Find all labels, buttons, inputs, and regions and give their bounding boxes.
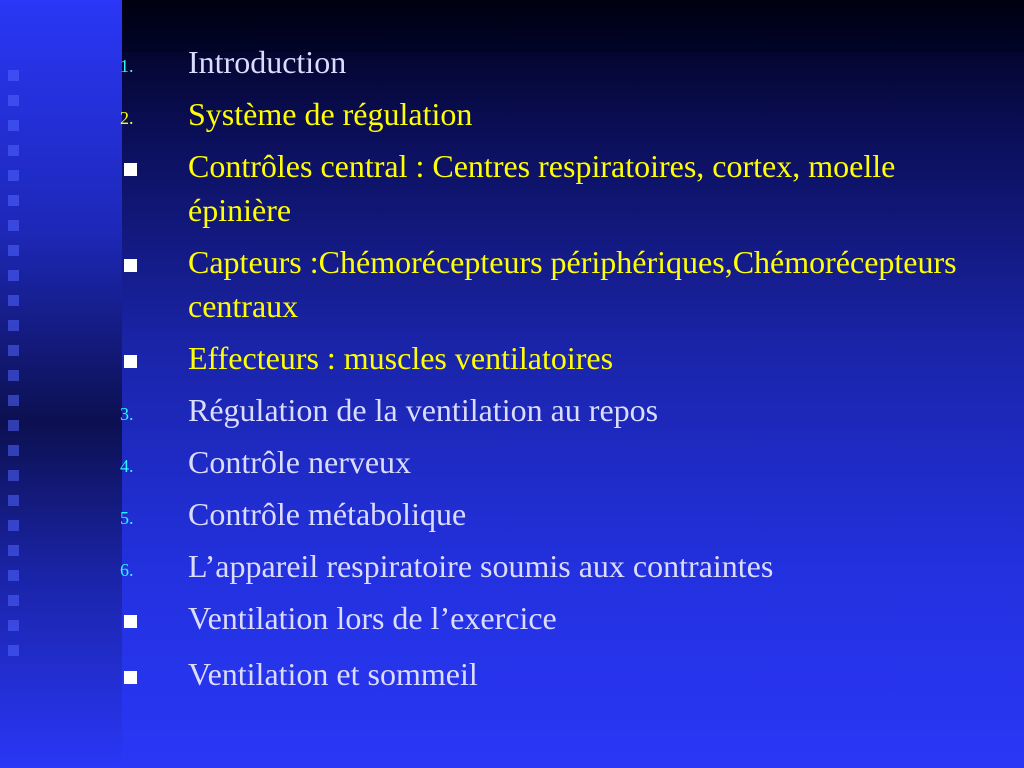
list-item-text: L’appareil respiratoire soumis aux contraintes (188, 548, 774, 584)
list-item (118, 652, 998, 696)
list-item-text: Ventilation lors de l’exercice (188, 600, 557, 636)
list-number: 6. (120, 560, 134, 580)
list-item (118, 388, 998, 432)
decorative-squares (8, 70, 28, 670)
square-bullet-icon (124, 259, 137, 272)
square-bullet-icon (124, 615, 137, 628)
list-item (118, 440, 998, 484)
list-item-text: Régulation de la ventilation au repos (188, 392, 659, 428)
list-item-text: Effecteurs : muscles ventilatoires (188, 340, 614, 376)
list-item-text: Contrôle nerveux (188, 444, 412, 480)
list-item-text: Contrôles central : Centres respiratoires, cortex, moelle épinière (188, 148, 896, 228)
left-decorative-band (0, 0, 122, 768)
list-item (118, 40, 998, 84)
list-item-text: Capteurs :Chémorécepteurs périphériques,Chémorécepteurs centraux (188, 244, 957, 324)
list-number: 4. (120, 456, 134, 476)
list-item (118, 144, 998, 232)
list-item-text: Introduction (188, 44, 347, 80)
slide-content (118, 40, 998, 704)
list-number: 2. (120, 108, 134, 128)
list-number: 3. (120, 404, 134, 424)
list-item (118, 492, 998, 536)
list-item (118, 240, 998, 328)
list-item (118, 336, 998, 380)
list-item (118, 544, 998, 588)
list-item (118, 92, 998, 136)
list-number: 5. (120, 508, 134, 528)
square-bullet-icon (124, 163, 137, 176)
list-item-text: Ventilation et sommeil (188, 656, 478, 692)
list-number: 1. (120, 56, 134, 76)
list-item (118, 596, 998, 640)
square-bullet-icon (124, 671, 137, 684)
list-item-text: Contrôle métabolique (188, 496, 467, 532)
list-item-text: Système de régulation (188, 96, 473, 132)
square-bullet-icon (124, 355, 137, 368)
